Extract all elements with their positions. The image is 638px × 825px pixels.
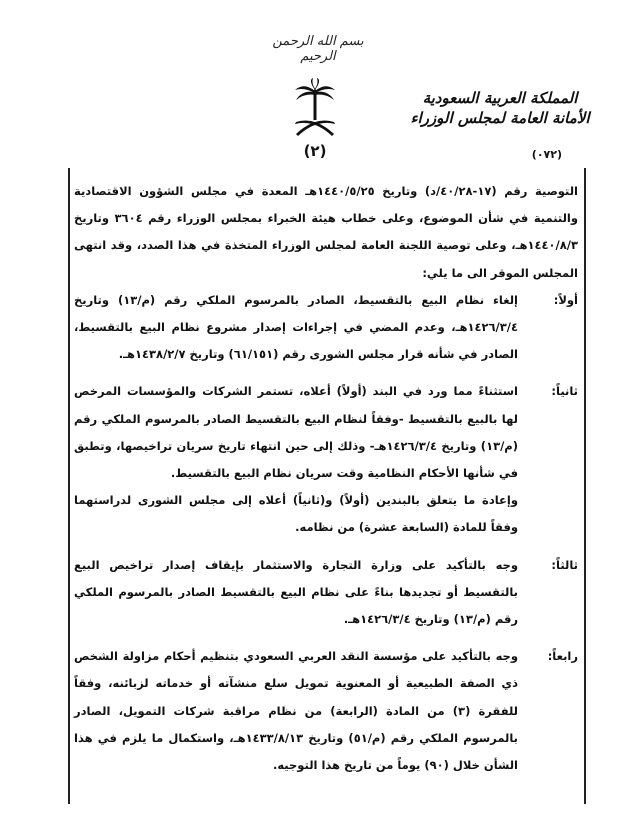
section-first <box>74 287 578 369</box>
saudi-emblem-icon <box>292 78 338 138</box>
basmala-calligraphy: بسم الله الرحمن الرحيم <box>272 34 364 64</box>
section-third <box>74 552 578 634</box>
section-fourth-label: رابعاً: <box>547 649 578 664</box>
document-code: (٠٧٢) <box>531 148 562 161</box>
section-second-label: ثانياً: <box>551 384 578 399</box>
letterhead-secretariat: الأمانة العامة لمجلس الوزراء <box>410 109 590 127</box>
letterhead <box>410 88 590 128</box>
section-third-label: ثالثاً: <box>551 557 578 572</box>
section-first-text: إلغاء نظام البيع بالتقسيط، الصادر بالمرسوم الملكي رقم (م/١٣) وتاريخ ١٤٢٦/٣/٤هـ، وعدم المضي في إجراءات إصدار مشروع نظام البيع بالتقسيط، الصادر في شأنه قرار مجلس الشورى رقم (٦١/١٥١) وتاريخ ١٤٣٨/٢/٧هـ. <box>74 292 518 362</box>
intro-paragraph: التوصية رقم (١٧-٤٠/٢٨/د) وتاريخ ١٤٤٠/٥/٢٥هـ المعدة في مجلس الشؤون الاقتصادية والتنمية في شأن الموضوع، وعلى خطاب هيئة الخبراء بمجلس الوزراء رقم ٣٦٠٤ وتاريخ ١٤٤٠/٨/٣هـ، وعلى توصية اللجنة العامة لمجلس الوزراء المتخذة في هذا الصدد، وقد انتهى المجلس الموقر الى ما يلي: <box>74 184 578 280</box>
section-second-text: استثناءً مما ورد في البند (أولاً) أعلاه، تستمر الشركات والمؤسسات المرخص لها بالبيع بالتقسيط -وفقاً لنظام البيع بالتقسيط الصادر بالمرسوم الملكي رقم (م/١٣) وتاريخ ١٤٢٦/٣/٤هـ- وذلك إلى حين انتهاء تاريخ سريان تراخيصها، وتطبق في شأنها الأحكام النظامية وقت سريان نظام البيع بالتقسيط. <box>74 384 518 481</box>
section-third-text: وجه بالتأكيد على وزارة التجارة والاستثمار بإيقاف إصدار تراخيص البيع بالتقسيط أو تجديدها بناءً على نظام البيع بالتقسيط الصادر بالمرسوم الملكي رقم (م/١٣) وتاريخ ١٤٢٦/٣/٤هـ. <box>74 557 518 627</box>
section-first-label: أولاً: <box>553 292 578 307</box>
letterhead-kingdom: المملكة العربية السعودية <box>422 89 578 107</box>
section-fourth-text: وجه بالتأكيد على مؤسسة النقد العربي السعودي بتنظيم أحكام مزاولة الشخص ذي الصفة الطبيعية أو المعنوية تمويل سلع منشآته أو خدماته لزبائنه، وفقاً للفقرة (٣) من المادة (الرابعة) من نظام مراقبة شركات التمويل، الصادر بالمرسوم الملكي رقم (م/٥١) وتاريخ ١٤٣٣/٨/١٣هـ، واستكمال ما يلزم في هذا الشأن خلال (٩٠) يوماً من تاريخ هذا التوجيه. <box>74 649 518 773</box>
section-second-referral: وإعادة ما يتعلق بالبندين (أولاً) و(ثانياً) أعلاه إلى مجلس الشورى لدراستهما وفقاً للمادة (السابعة عشرة) من نظامه. <box>74 493 518 535</box>
document-body <box>74 178 578 779</box>
page-number: (٢) <box>303 142 327 160</box>
section-second <box>74 378 578 541</box>
section-fourth <box>74 643 578 779</box>
